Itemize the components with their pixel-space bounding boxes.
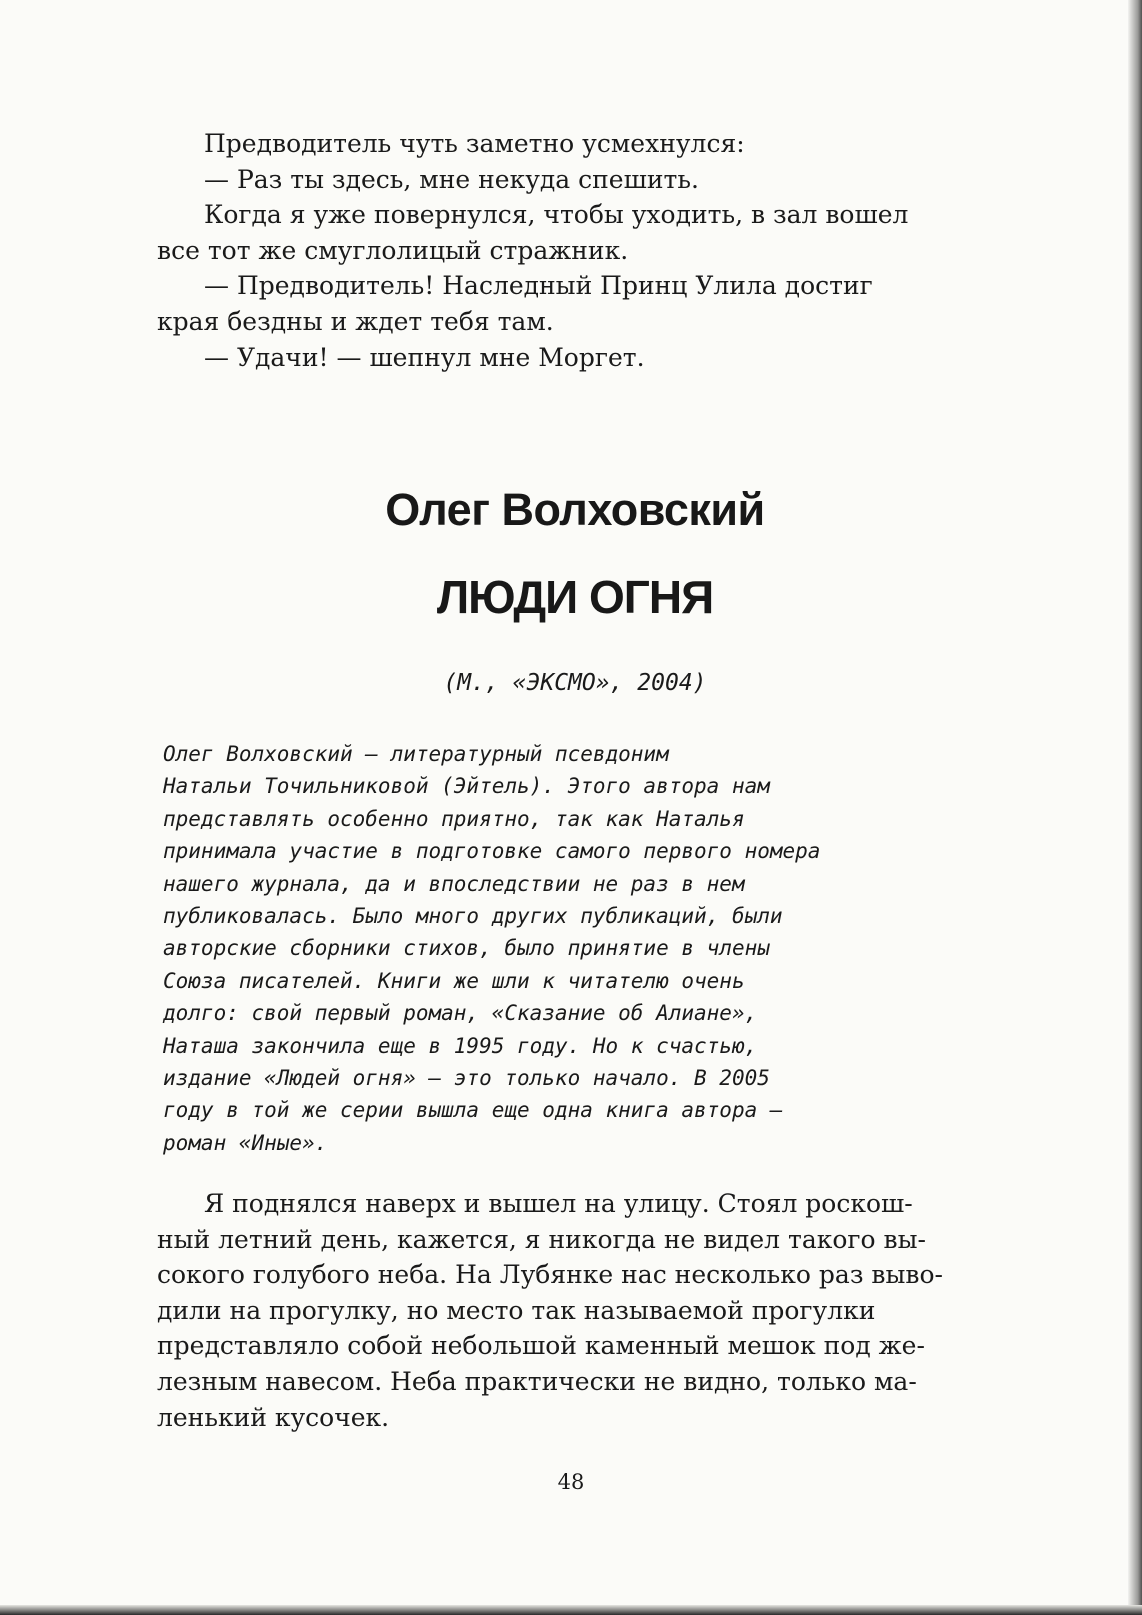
intro-line: Олег Волховский — литературный псевдоним <box>163 742 669 766</box>
text-line: ленький кусочек. <box>157 1402 390 1432</box>
author-heading: Олег Волховский <box>385 484 765 535</box>
publication-info: (М., «ЭКСМО», 2004) <box>443 670 707 696</box>
intro-line: Наташа закончила еще в 1995 году. Но к счастью, <box>163 1033 758 1058</box>
story-text-bottom <box>157 1186 993 1435</box>
text-line: все тот же смуглолицый стражник. <box>157 235 629 265</box>
book-title: ЛЮДИ ОГНЯ <box>436 571 714 623</box>
text-line: — Предводитель! Наследный Принц Улила достиг <box>204 271 873 301</box>
text-line: — Удачи! — шепнул мне Моргет. <box>204 342 645 372</box>
text-line: Предводитель чуть заметно усмехнулся: <box>204 129 745 158</box>
intro-line: публиковалась. Было много других публикаций, были <box>163 904 783 929</box>
intro-line: долго: свой первый роман, «Сказание об Алиане», <box>163 1001 758 1026</box>
text-line: дили на прогулку, но место так называемой прогулки <box>157 1295 876 1325</box>
text-line: лезным навесом. Неба практически не видно, только ма- <box>157 1366 917 1396</box>
page-bottom-shadow <box>0 1605 1142 1615</box>
intro-line: принимала участие в подготовке самого первого номера <box>163 839 821 864</box>
text-line: сокого голубого неба. На Лубянке нас несколько раз выво- <box>157 1260 943 1290</box>
text-line: — Раз ты здесь, мне некуда спешить. <box>204 164 699 194</box>
intro-line: издание «Людей огня» — это только начало. В 2005 <box>163 1066 770 1091</box>
text-line: ный летний день, кажется, я никогда не видел такого вы- <box>157 1224 926 1254</box>
intro-line: авторские сборники стихов, было принятие в члены <box>163 936 770 961</box>
page-edge-shadow <box>1128 0 1142 1615</box>
text-line: представляло собой небольшой каменный мешок под же- <box>157 1331 925 1361</box>
intro-line: нашего журнала, да и впоследствии не раз в нем <box>163 871 745 896</box>
intro-line: роман «Иные». <box>163 1130 328 1155</box>
intro-line: Союза писателей. Книги же шли к читателю очень <box>163 968 745 993</box>
text-line: края бездны и ждет тебя там. <box>157 306 554 336</box>
text-line: Я поднялся наверх и вышел на улицу. Стоял роскош- <box>204 1189 913 1218</box>
intro-line: году в той же серии вышла еще одна книга автора — <box>163 1098 783 1123</box>
editor-introduction <box>163 738 993 1159</box>
page-number: 48 <box>557 1470 585 1494</box>
intro-line: Натальи Точильниковой (Эйтель). Этого автора нам <box>163 774 770 799</box>
text-line: Когда я уже повернулся, чтобы уходить, в зал вошел <box>204 200 909 230</box>
story-text-top <box>157 126 993 375</box>
intro-line: представлять особенно приятно, так как Наталья <box>163 806 745 831</box>
